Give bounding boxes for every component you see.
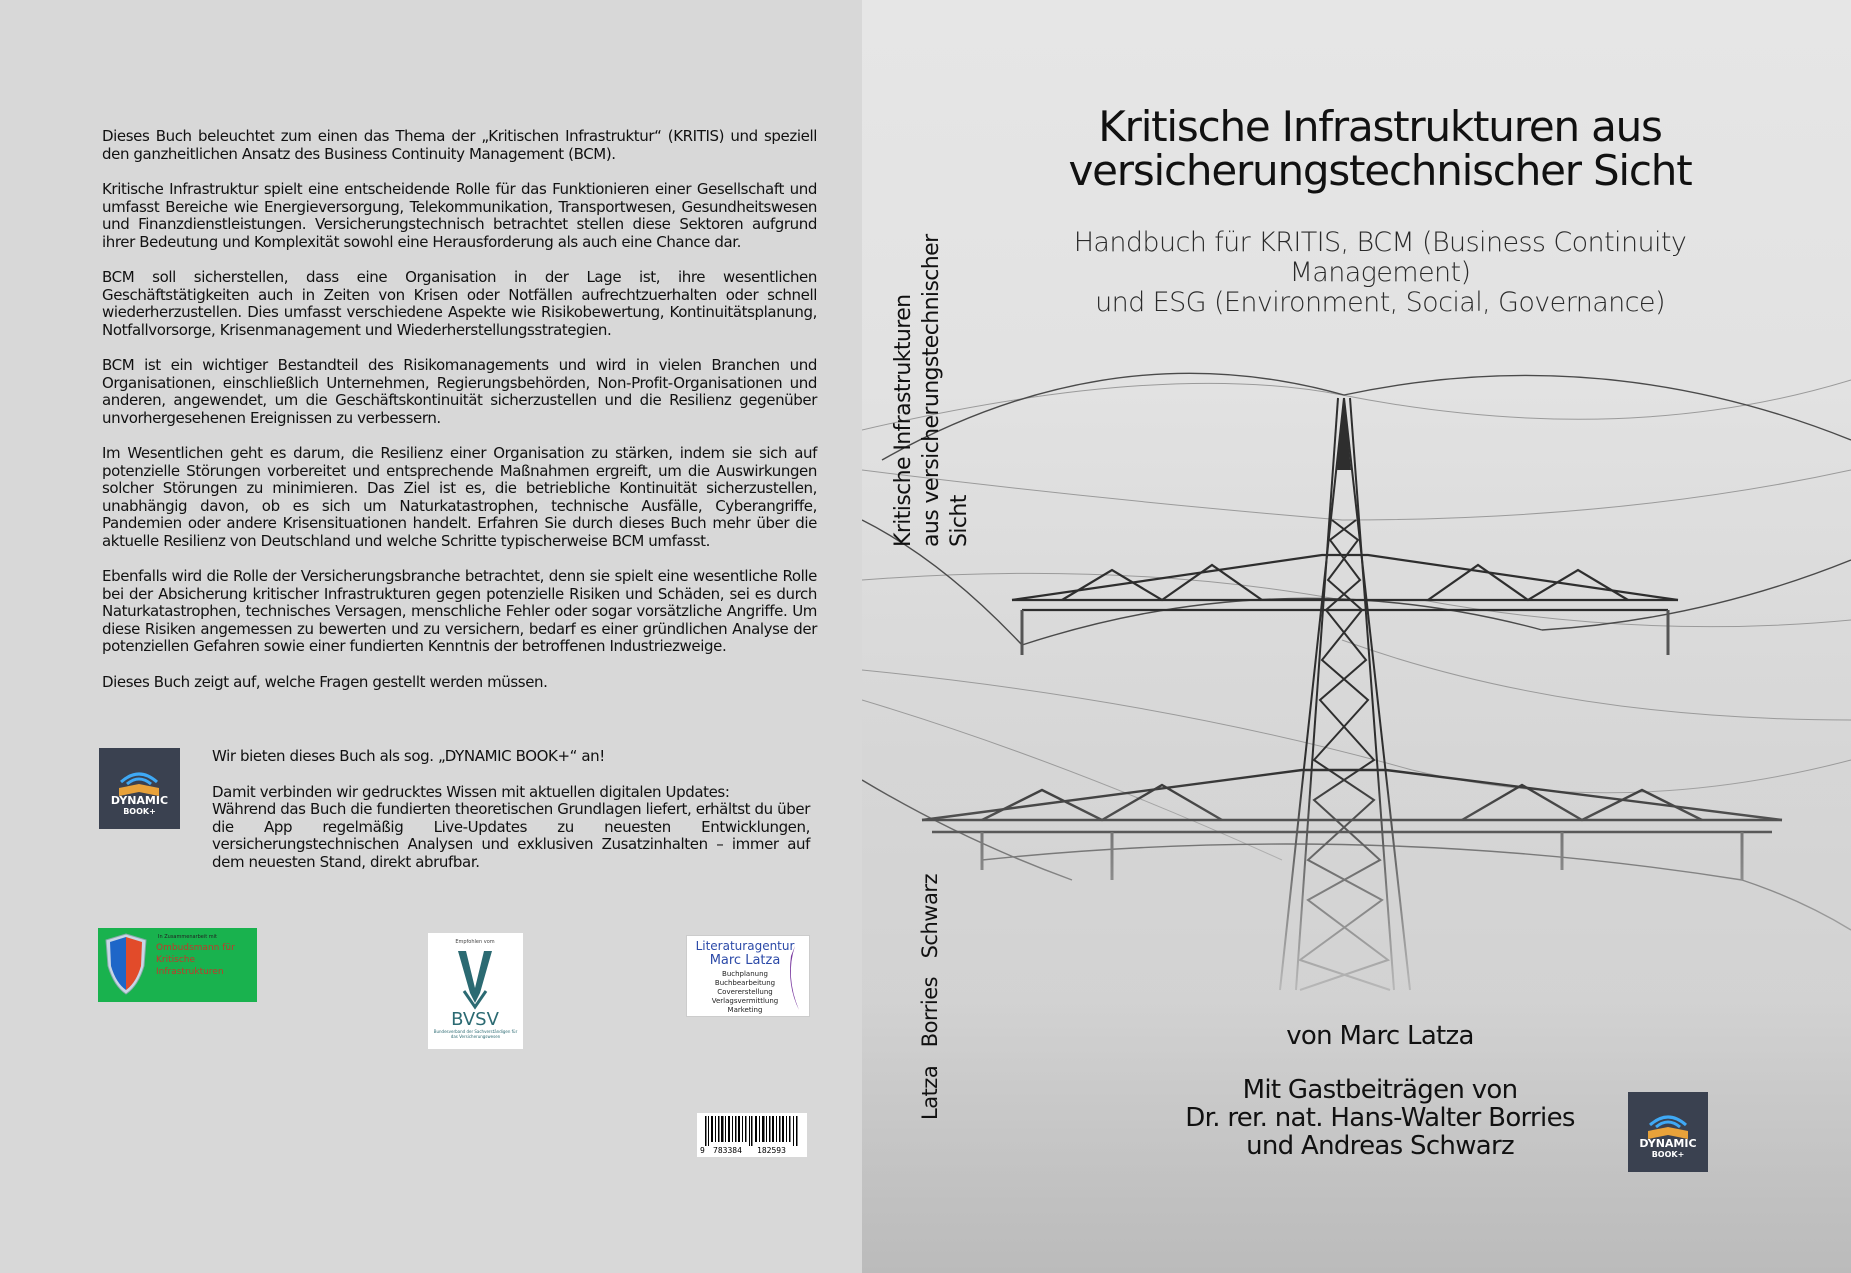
spine-title-line1: Kritische Infrastrukturen xyxy=(891,294,916,547)
svg-text:Marketing: Marketing xyxy=(727,1006,763,1014)
svg-text:Verlagsvermittlung: Verlagsvermittlung xyxy=(711,997,779,1005)
front-title xyxy=(1000,102,1760,195)
main-author: von Marc Latza xyxy=(1286,1021,1474,1051)
dynamic-book-logo xyxy=(99,748,180,829)
guest-intro: Mit Gastbeiträgen von xyxy=(1242,1075,1518,1105)
ombudsmann-logo xyxy=(98,928,257,1002)
back-cover-blurb xyxy=(102,128,817,709)
dynamic-book-line1: Damit verbinden wir gedrucktes Wissen mit aktuellen digitalen Updates: xyxy=(212,782,730,801)
blurb-paragraph: Dieses Buch zeigt auf, welche Fragen gestellt werden müssen. xyxy=(102,672,548,691)
author-block xyxy=(1150,1022,1610,1160)
bvsv-caption: Bundesverband der Sachverständigen für das Versicherungswesen xyxy=(433,1029,518,1039)
blurb-paragraph: Kritische Infrastruktur spielt eine entscheidende Rolle für das Funktionieren einer Gesellschaft und umfasst Bereiche wie Energieversorgung, Telekommunikation, Transportwesen, Gesundheitswesen und Finanzdienstleistungen. Versicherungstechnisch betrachtet stellen diese Sektoren aufgrund ihrer Bedeutung und Komplexität sowohl eine Herausforderung als auch eine Chance dar. xyxy=(102,180,817,251)
blurb-paragraph: BCM ist ein wichtiger Bestandteil des Risikomanagements und wird in vielen Branchen und Organisationen, einschließlich Unternehmen, Regierungsbehörden, Non-Profit-Organisationen und anderen, angewendet, um die Geschäftskontinuität sicherzustellen und die Resilienz gegenüber unvorhergesehenen Ereignissen zu verbessern. xyxy=(102,356,817,427)
svg-text:182593: 182593 xyxy=(757,1146,786,1155)
svg-text:Marc Latza: Marc Latza xyxy=(709,953,781,968)
literaturagentur-logo xyxy=(686,935,810,1017)
dynamic-book-line2: Während das Buch die fundierten theoretischen Grundlagen liefert, erhältst du über die App regelmäßig Live-Updates zu neuesten Entwicklungen, versicherungstechnischen Analysen und exklusiven Zusatzinhalten – immer auf dem neuesten Stand, direkt abrufbar. xyxy=(212,800,810,871)
blurb-paragraph: BCM soll sicherstellen, dass eine Organisation in der Lage ist, ihre wesentlichen Geschäftstätigkeiten auch in Zeiten von Krisen oder Notfällen aufrechtzuerhalten oder schnell wiederherzustellen. Dies umfasst verschiedene Aspekte wie Risikobewertung, Kontinuitätsplanung, Notfallvorsorge, Krisenmanagement und Wiederherstellungsstrategien. xyxy=(102,268,817,339)
svg-text:Empfohlen vom: Empfohlen vom xyxy=(455,939,495,945)
isbn-barcode xyxy=(697,1113,807,1157)
spine-title xyxy=(890,217,972,547)
front-subtitle-line1: Handbuch für KRITIS, BCM (Business Continuity Management) xyxy=(1073,227,1687,288)
spine-title-line2: aus versicherungstechnischer Sicht xyxy=(919,234,972,547)
blurb-paragraph: Ebenfalls wird die Rolle der Versicherungsbranche betrachtet, denn sie spielt eine wesentliche Rolle bei der Absicherung kritischer Infrastrukturen gegen potenzielle Risiken und Schäden, sei es durch Naturkatastrophen, technisches Versagen, menschliche Fehler oder sogar vorsätzliche Angriffe. Um diese Risiken angemessen zu bewerten und zu versichern, bedarf es einer gründlichen Analyse der potenziellen Gefahren sowie einer fundierten Kenntnis der betroffenen Industriezweige. xyxy=(102,567,817,655)
svg-text:BOOK+: BOOK+ xyxy=(123,807,156,816)
back-cover xyxy=(0,0,862,1273)
svg-text:BOOK+: BOOK+ xyxy=(1651,1150,1685,1159)
dynamic-book-logo-front xyxy=(1628,1092,1708,1172)
front-subtitle xyxy=(990,228,1770,318)
svg-text:Literaturagentur: Literaturagentur xyxy=(695,939,795,953)
ombudsmann-logo-text: Ombudsmann für Kritische Infrastrukturen xyxy=(156,943,235,977)
front-title-line2: versicherungstechnischer Sicht xyxy=(1068,146,1692,195)
svg-text:Buchplanung: Buchplanung xyxy=(722,970,768,978)
svg-text:783384: 783384 xyxy=(713,1146,742,1155)
guest-author-2: und Andreas Schwarz xyxy=(1246,1131,1514,1161)
guest-author-1: Dr. rer. nat. Hans-Walter Borries xyxy=(1185,1103,1575,1133)
svg-text:DYNAMIC: DYNAMIC xyxy=(110,794,169,807)
front-title-line1: Kritische Infrastrukturen aus xyxy=(1098,102,1662,151)
dynamic-book-text xyxy=(212,748,810,871)
svg-text:Buchbearbeitung: Buchbearbeitung xyxy=(714,979,776,987)
svg-text:DYNAMIC: DYNAMIC xyxy=(1639,1137,1697,1150)
front-subtitle-line2: und ESG (Environment, Social, Governance) xyxy=(1095,287,1665,318)
blurb-paragraph: Dieses Buch beleuchtet zum einen das Thema der „Kritischen Infrastruktur“ (KRITIS) und speziell den ganzheitlichen Ansatz des Business Continuity Management (BCM). xyxy=(102,127,817,163)
svg-text:Covererstellung: Covererstellung xyxy=(717,988,773,996)
bvsv-logo xyxy=(428,933,523,1049)
svg-text:BVSV: BVSV xyxy=(451,1009,499,1030)
svg-text:In Zusammenarbeit mit: In Zusammenarbeit mit xyxy=(158,934,218,940)
svg-text:9: 9 xyxy=(700,1146,705,1155)
blurb-paragraph: Im Wesentlichen geht es darum, die Resilienz einer Organisation zu stärken, indem sie sich auf potenzielle Störungen vorbereitet und entsprechende Maßnahmen ergreift, um die Auswirkungen solcher Störungen zu minimieren. Das Ziel ist es, die betriebliche Kontinuität sicherzustellen, unabhängig davon, ob es sich um Naturkatastrophen, technische Ausfälle, Cyberangriffe, Pandemien oder andere Krisensituationen handelt. Erfahren Sie durch dieses Buch mehr über die aktuelle Resilienz von Deutschland und welche Schritte typischerweise BCM umfasst. xyxy=(102,444,817,550)
spine-authors: Latza Borries Schwarz xyxy=(918,874,942,1120)
dynamic-book-intro: Wir bieten dieses Buch als sog. „DYNAMIC BOOK+“ an! xyxy=(212,747,605,765)
